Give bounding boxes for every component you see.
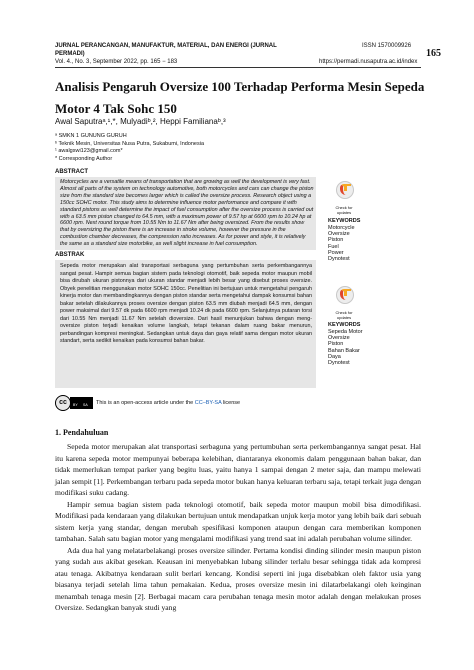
body-paragraph: Hampir semua bagian sistem pada teknologi otomotif, baik sepeda motor maupun mobil bisa dimodifikasi. Modifikasi pada kendaraan yang dilakukan bertujuan untuk mendapatkan unjuk kerja motor yang lebih baik dari sebuah sistem kerja yang standar, dengan merubah spesifikasi komponen ataupun dengan cara memberikan komponen tambahan. Salah satu bagian motor yang mengalami modifikasi yang trend saat ini adalah perubahan volume silinder. (55, 499, 421, 543)
journal-url[interactable]: https://permadi.nusaputra.ac.id/index (319, 59, 418, 65)
page-number: 165 (426, 48, 441, 59)
abstrak-heading: ABSTRAK (55, 252, 85, 258)
body-paragraph: Ada dua hal yang melatarbelakangi proses oversize silinder. Pertama kondisi dinding silinder mesin maupun piston yang sudah aus akibat gesekan. Keausan ini menyebabkan lubang silinder terlalu besar sehingga tidak ada kompresi atau tenaga. Akibatnya kendaraan sulit berlari kencang. Kondisi seperti ini juga disebabkan oleh faktor usia yang biasanya terjadi setelah lima tahun pemakaian. Kedua, proses oversize mesin ini dilatarbelakangi oleh keinginan menambah tenaga mesin [2]. Berbagai macam cara perubahan tenaga mesin motor adalah dengan melakukan proses Oversize. Sedangkan banyak studi yang (55, 545, 421, 612)
cc-license-icon[interactable] (55, 395, 93, 411)
check-for-updates-label[interactable]: Check for updates (335, 205, 353, 215)
license-prefix: This is an open-access article under the (96, 400, 195, 406)
paper-title: Analisis Pengaruh Oversize 100 Terhadap Performa Mesin Sepeda Motor 4 Tak Sohc 150 (55, 79, 425, 116)
keywords-heading: KEYWORDS (328, 322, 361, 328)
license-link[interactable]: CC–BY-SA (194, 400, 222, 406)
journal-name: JURNAL PERANCANGAN, MANUFAKTUR, MATERIAL, DAN ENERGI (JURNAL PERMADI) (55, 43, 277, 57)
keyword: Piston (328, 341, 344, 348)
cc-by-label: BY (73, 403, 78, 407)
check-for-updates-icon[interactable] (334, 181, 354, 205)
affiliations (55, 133, 204, 163)
section-heading: 1. Pendahuluan (55, 428, 109, 437)
header-divider (55, 67, 421, 68)
license-text (96, 400, 240, 406)
cc-by-sa-bar (70, 397, 93, 409)
keyword: Power (328, 249, 344, 256)
keyword: Bahan Bakar (328, 347, 360, 354)
keyword: Oversize (328, 335, 350, 342)
body-paragraph: Sepeda motor merupakan alat transportasi serbaguna yang pertumbuhan serta perkembangannya sangat pesat. Hal itu karena sepeda motor mempunyai beberapa kelebihan, diantaranya ekonomis dalam penggunaan bahan bakar, dan tidak memerlukan tempat parker yang begitu luas, yaitu hanya 1 sampai dengan 2 meter saja, dan mampu melewati jalan sempit [1]. Perkembangan terbaru pada sepeda motor bukan hanya keluaran terbaru saja, tetapi terkait juga dengan modifikasi suku cadang. (55, 442, 421, 497)
volume-info: Vol. 4., No. 3, September 2022, pp. 165 − 183 (55, 59, 178, 65)
authors: Awal Saputraᵃ,¹,*, Mulyadiᵇ,², Heppi Familianaᵇ,³ (55, 117, 226, 126)
license-suffix: license (221, 400, 241, 406)
check-for-updates-label[interactable]: Check for updates (335, 310, 353, 320)
abstrak-text: Sepeda motor merupakan alat transportasi serbaguna yang pertumbuhan serta perkembangannya sangat pesat. Hampir semua bagian sistem pada teknologi otomotif, baik sepeda motor maupun mobil bisa dirubah ukuran pistonnya dari ukuran standar menjadi lebih besar yang disebut proses oversize. Obyek penelitian menggunakan motor SOHC 150cc. Penelitian ini bertujuan untuk mengetahui pengaruh kinerja motor dan membandingkannya dengan piston standar serta mengetahui dampak konsumsi bahan bakar setelah dilakukannya proses oversize dengan piston 63.5 mm diubah menjadi 64.5 mm, dengan power maksimal dari 9.57 dk pada 6600 rpm menjadi 10.24 dk pada 6600 rpm. Selanjutnya putaran torsi dari 10.55 Nm menjadi 11.67 Nm setelah dioversize. Dari hasil menunjukan bahwa dengan meng-oversize piston terjadi kenaikan volume langkah, tetapi tekanan dalam ruang bakar menurun, perbandingan kompresi meningkat. Sedangkan untuk daya dan gaya relatif sama dengan motor ukuran standart, serta sedikit kenaikan pada konsumsi bahan bakar. (60, 263, 312, 344)
keyword: Dynotest (328, 256, 350, 263)
issn: ISSN 1570009926 (362, 43, 412, 49)
section-body (55, 441, 421, 614)
check-for-updates-icon[interactable] (334, 286, 354, 310)
keyword: Daya (328, 353, 341, 360)
keyword: Oversize (328, 231, 350, 238)
keywords-heading: KEYWORDS (328, 218, 361, 224)
keyword: Motorcycle (328, 225, 355, 231)
keywords-list (328, 329, 363, 366)
affiliation-line: ᵃ SMKN 1 GUNUNG GURUH (55, 133, 127, 139)
abstract-heading: ABSTRACT (55, 169, 88, 175)
cc-sa-label: SA (83, 403, 88, 407)
author-email[interactable]: ¹ awalgswi123@gmail.com* (55, 148, 123, 154)
affiliation-line: ᵇ Teknik Mesin, Universitas Nusa Putra, Sukabumi, Indonesia (55, 140, 205, 147)
keyword: Fuel (328, 243, 339, 250)
keywords-list (328, 225, 355, 262)
affiliation-line: * Corresponding Author (55, 155, 113, 162)
cc-symbol: cc (55, 395, 71, 411)
keyword: Dynotest (328, 360, 350, 367)
keyword: Piston (328, 237, 344, 244)
keyword: Sepeda Motor (328, 329, 363, 335)
abstract-text: Motorcycles are a versatile means of transportation that are growing as well the development is very fast. Almost all parts of the system on technology automotive, both motorcycles and cars can change the piston size from the standard size becomes larger which is called the oversize process. Research object using a 150cc SOHC motor. This study aims to determine influence motor performance and compare it with standard pistons as well determine the impact of fuel consumption after the oversize process is carried out with a 63.5 mm piston changed to 64.5 mm, with a maximum power of 9.57 hp at 6600 rpm to 10.24 hp at 6600 rpm. Next round torque from 10.55 Nm to 11.67 Nm after being oversized. From the results show that by oversizing the piston there is an increase in stroke volume, however the pressure in the combustion chamber decreases, the compression ratio increases. As for power and style, it is relatively the same as a standard size motorbike, as well slight increase in fuel consumption. (60, 179, 314, 248)
